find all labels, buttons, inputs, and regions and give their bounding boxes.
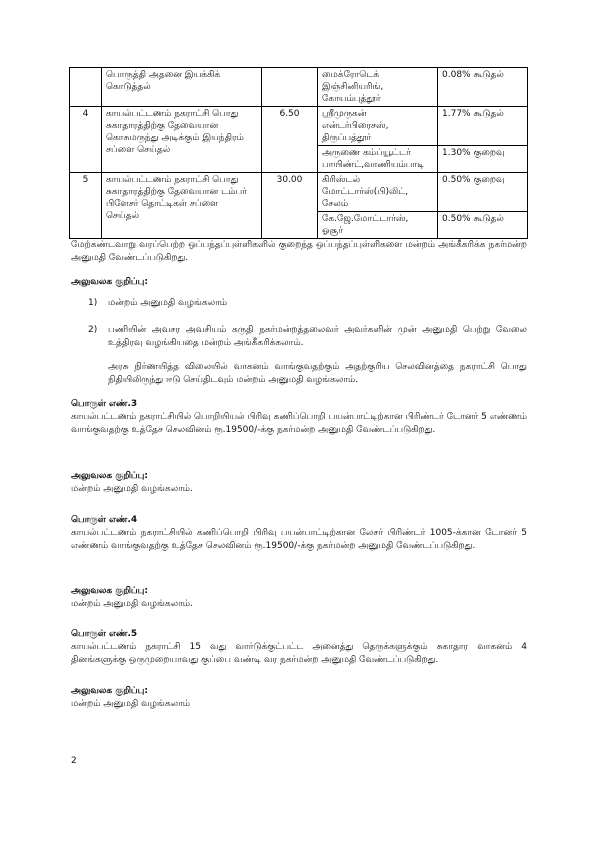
tender-table [69,67,528,239]
table-cell-description [102,107,262,173]
table-cell-percent: 1.77% கூடுதல் [438,107,528,146]
table-cell-no: 5 [70,173,102,239]
vendor-line: ஸ்ரீமுருகன் [322,109,367,119]
section-body: காயல்பட்டணம் நகராட்சியில் கணிப்பொறி பிரிவு பயன்பாட்டிற்கான லேசர் பிரிண்டர் 1005-க்கான டோனர் 5 எண்ணம் வாங்குவதற்கு உத்தேச செலவினம் ரூ.19500/-க்கு நகர்மன்ற அனுமதி வேண்டப்படுகிறது. [71,528,527,551]
desc-line: காயல்பட்டணம் நகராட்சி பொது [106,175,239,185]
note-heading: அலுவலக குறிப்பு: [71,277,148,287]
vendor-line: மோட்டார்ஸ்(பி)லிட், [322,187,409,197]
table-cell-no [70,68,102,107]
vendor-line: திருப்பத்தூர் [322,133,372,143]
desc-line: கொடுத்தல் [106,82,151,92]
desc-line: காயல்பட்டணம் நகராட்சி பொது [106,109,239,119]
vendor-line: இஞ்சினியரிங், [322,82,384,92]
note-text: மன்றம் அனுமதி வழங்கலாம் [71,699,191,709]
list-item: மன்றம் அனுமதி வழங்கலாம் [108,298,228,308]
vendor-line: சேலம் [322,199,349,209]
section-title: பொருள் எண்.4 [71,515,138,525]
desc-line: சப்ளை செய்தல் [106,145,171,155]
section-title: பொருள் எண்.3 [71,399,138,409]
note-text: மன்றம் அனுமதி வழங்கலாம். [71,599,193,609]
note-text: மன்றம் அனுமதி வழங்கலாம். [71,484,193,494]
desc-line: சுகாதாரத்திற்கு தேவையான [106,121,219,131]
note-heading: அலுவலக குறிப்பு: [71,471,148,481]
desc-line: பிளேசர் தொட்டிகள் சப்ளை [106,199,219,209]
vendor-line: கே.ஜே.மோட்டார்ஸ், [322,214,409,224]
table-row [70,173,528,212]
section-title: பொருள் எண்.5 [71,629,138,639]
note-extra: அரசு நிர்ணயித்த விலையில் வாகனம் வாங்குவதற்கும் அதற்குரிய செலவினத்தை நகராட்சி பொது நிதியிலிருந்து ஈடு செய்திடவும் மன்றம் அனுமதி வழங்கலாம். [108,362,527,385]
page-number: 2 [71,756,77,766]
table-cell-vendor [318,212,438,239]
vendor-line: மைக்ரோடெக் [322,70,380,80]
table-cell-amount: 30.00 [262,173,318,239]
table-cell-no: 4 [70,107,102,173]
table-cell-vendor [318,146,438,173]
section-body: காயல்பட்டணம் நகராட்சியில் பொறியியல் பிரிவு கணிப்பொறி பயன்பாட்டிற்கான பிரிண்டர் டோனர் 5 எண்ணம் வாங்குவதற்கு உத்தேச செலவினம் ரூ.19500/-க்கு நகர்மன்ற அனுமதி வேண்டப்படுகிறது. [71,412,527,435]
table-cell-vendor [318,107,438,146]
after-table-text: மேற்கண்டவாறு வரப்பெற்ற ஒப்பந்தப்புள்ளிகளில் குறைந்த ஒப்பந்தப்புள்ளிகளை மன்றம் அங்கீகரிக்க நகர்மன்ற அனுமதி வேண்டப்படுகிறது. [71,240,527,263]
desc-line: கொசுமருந்து அடிக்கும் இயந்திரம் [106,133,244,143]
table-cell-percent: 0.50% குறைவு [438,173,528,212]
vendor-line: ஓசூர் [322,226,343,236]
note-heading: அலுவலக குறிப்பு: [71,586,148,596]
desc-line: பொருத்தி அதனை இயக்கிக் [106,70,221,80]
list-number: 1) [88,298,98,308]
table-cell-description [102,173,262,239]
vendor-line: என்டர்பிரைசஸ், [322,121,389,131]
table-cell-amount: 6.50 [262,107,318,173]
vendor-line: அருணை கம்ப்யூட்டர் [322,148,411,158]
list-item: பணியின் அவசர அவசியம் கருதி நகர்மன்றத்தலைவர் அவர்களின் முன் அனுமதி பெற்று வேலை உத்திரவு வழங்கியதை மன்றம் அங்கீகரிக்கலாம். [108,325,527,348]
note-heading: அலுவலக குறிப்பு: [71,686,148,696]
section-body: காயல்பட்டணம் நகராட்சி 15 வது வார்டுக்குட்பட்ட அனைத்து தெருக்களுக்கும் சுகாதார வாகனம் 4 தினங்களுக்கு ஒருமுறையாவது குப்பை வண்டி வர நகர்மன்ற அனுமதி வேண்டப்படுகிறது. [71,642,527,665]
vendor-line: பாயிண்ட்,வாணியம்பாடி [322,160,425,170]
table-cell-vendor [318,173,438,212]
table-cell-percent: 1.30% குறைவு [438,146,528,173]
vendor-line: கிரிஸ்டல் [322,175,361,185]
desc-line: சுகாதாரத்திற்கு தேவையான டம்பர் [106,187,247,197]
table-cell-percent: 0.50% கூடுதல் [438,212,528,239]
desc-line: செய்தல் [106,211,140,221]
table-cell-description [102,68,262,107]
table-cell-percent: 0.08% கூடுதல் [438,68,528,107]
table-cell-amount [262,68,318,107]
table-row [70,68,528,107]
list-number: 2) [88,325,98,335]
table-row [70,107,528,146]
table-cell-vendor [318,68,438,107]
vendor-line: கோயம்புத்தூர் [322,94,381,104]
